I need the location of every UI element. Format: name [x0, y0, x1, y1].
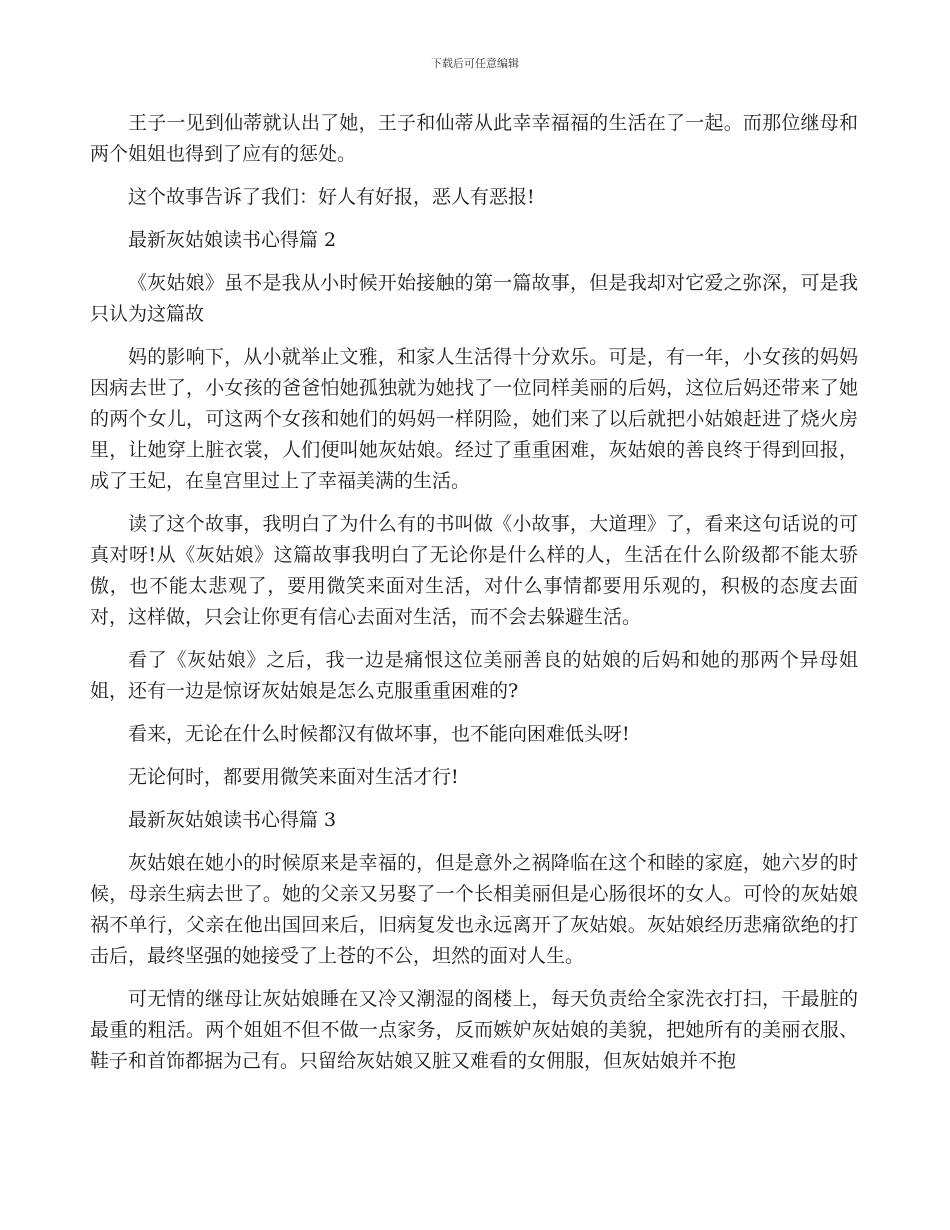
- paragraph-1: 王子一见到仙蒂就认出了她，王子和仙蒂从此幸幸福福的生活在了一起。而那位继母和两个姐姐也得到了应有的惩处。: [90, 112, 858, 165]
- document-body: [90, 108, 858, 1077]
- paragraph-4: 妈的影响下，从小就举止文雅，和家人生活得十分欢乐。可是，有一年，小女孩的妈妈因病去世了，小女孩的爸爸怕她孤独就为她找了一位同样美丽的后妈，这位后妈还带来了她的两个女儿，可这两个女孩和她们的妈妈一样阴险，她们来了以后就把小姑娘赶进了烧火房里，让她穿上脏衣裳，人们便叫她灰姑娘。经过了重重困难，灰姑娘的善良终于得到回报，成了王妃，在皇宫里过上了幸福美满的生活。: [90, 346, 858, 492]
- paragraph-3: 《灰姑娘》虽不是我从小时候开始接触的第一篇故事，但是我却对它爱之弥深，可是我只认为这篇故: [90, 272, 858, 325]
- section-heading-2: 最新灰姑娘读书心得篇 2: [128, 229, 337, 251]
- section-heading-3: 最新灰姑娘读书心得篇 3: [128, 809, 337, 831]
- paragraph-9: 灰姑娘在她小的时候原来是幸福的，但是意外之祸降临在这个和睦的家庭，她六岁的时候，母亲生病去世了。她的父亲又另娶了一个长相美丽但是心肠很坏的女人。可怜的灰姑娘祸不单行，父亲在他出国回来后，旧病复发也永远离开了灰姑娘。灰姑娘经历悲痛欲绝的打击后，最终坚强的她接受了上苍的不公，坦然的面对人生。: [90, 852, 858, 967]
- paragraph-10: 可无情的继母让灰姑娘睡在又冷又潮湿的阁楼上，每天负责给全家洗衣打扫，干最脏的最重的粗活。两个姐姐不但不做一点家务，反而嫉妒灰姑娘的美貌，把她所有的美丽衣服、鞋子和首饰都据为己有。只留给灰姑娘又脏又难看的女佣服，但灰姑娘并不抱: [90, 988, 858, 1072]
- paragraph-5: 读了这个故事，我明白了为什么有的书叫做《小故事，大道理》了，看来这句话说的可真对呀!从《灰姑娘》这篇故事我明白了无论你是什么样的人，生活在什么阶级都不能太骄傲，也不能太悲观了，要用微笑来面对生活，对什么事情都要用乐观的，积极的态度去面对，这样做，只会让你更有信心去面对生活，而不会去躲避生活。: [90, 513, 858, 628]
- page-header: 下载后可任意编辑: [431, 57, 519, 70]
- paragraph-8: 无论何时，都要用微笑来面对生活才行!: [128, 766, 459, 788]
- paragraph-7: 看来，无论在什么时候都汉有做坏事，也不能向困难低头呀!: [128, 723, 630, 745]
- paragraph-2: 这个故事告诉了我们：好人有好报，恶人有恶报!: [128, 186, 535, 208]
- paragraph-6: 看了《灰姑娘》之后，我一边是痛恨这位美丽善良的姑娘的后妈和她的那两个异母姐姐，还有一边是惊讶灰姑娘是怎么克服重重困难的?: [90, 649, 858, 702]
